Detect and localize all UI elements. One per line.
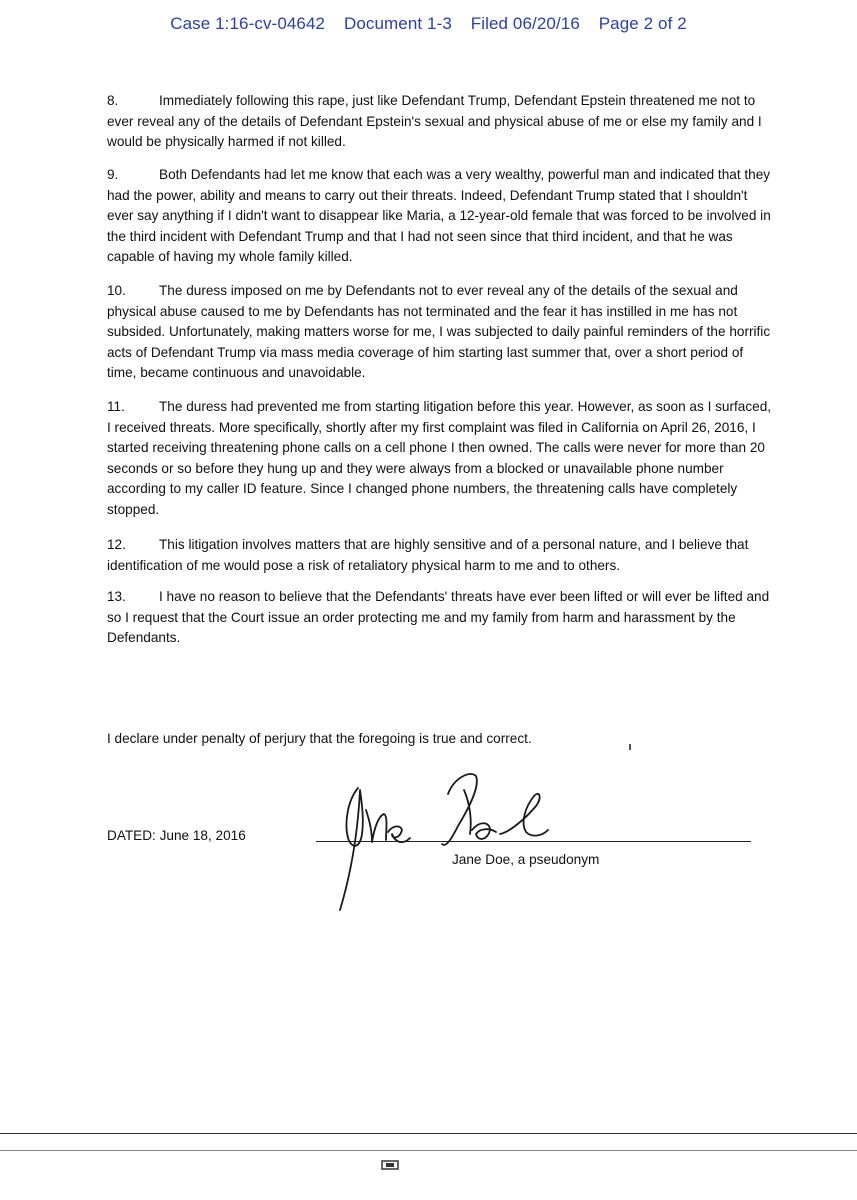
paragraph-text: This litigation involves matters that are highly sensitive and of a personal nature, and I believe that identification of me would pose a risk of retaliatory physical harm to me and to others. <box>107 537 749 573</box>
paragraph-number: 12. <box>107 537 126 552</box>
page-indicator: Page 2 of 2 <box>598 14 687 33</box>
filed-date: Filed 06/20/16 <box>470 14 580 33</box>
footer-rule-secondary <box>0 1150 857 1151</box>
paragraph-12 <box>107 535 772 576</box>
paragraph-number: 9. <box>107 167 119 182</box>
paragraph-number: 11. <box>107 399 125 414</box>
handwritten-signature <box>330 760 570 920</box>
signature-caption: Jane Doe, a pseudonym <box>452 852 600 867</box>
paragraph-text: Immediately following this rape, just like Defendant Trump, Defendant Epstein threatened me not to ever reveal any of the details of Defendant Epstein's sexual and physical abuse of me or else my family and I would be physically harmed if not killed. <box>107 93 762 150</box>
case-header <box>0 14 857 34</box>
paragraph-text: I have no reason to believe that the Defendants' threats have ever been lifted or will ever be lifted and so I request that the Court issue an order protecting me and my family from harm and harassment by the Defendants. <box>107 589 770 646</box>
paragraph-11 <box>107 397 772 521</box>
paragraph-text: The duress imposed on me by Defendants not to ever reveal any of the details of the sexual and physical abuse caused to me by Defendants has not terminated and the fear it has instilled in me has not subsided. Unfortunately, making matters worse for me, I was subjected to daily painful reminders of the horrific acts of Defendant Trump via mass media coverage of him starting last summer that, over a short period of time, became continuous and unavoidable. <box>107 283 771 381</box>
paragraph-8 <box>107 91 772 153</box>
paragraph-10 <box>107 281 772 384</box>
document-number: Document 1-3 <box>343 14 452 33</box>
paragraph-9 <box>107 165 772 268</box>
dated-line: DATED: June 18, 2016 <box>107 828 246 843</box>
paragraph-number: 10. <box>107 283 126 298</box>
paragraph-number: 13. <box>107 589 126 604</box>
scan-mark-icon <box>381 1159 399 1171</box>
case-number: Case 1:16-cv-04642 <box>170 14 326 33</box>
paragraph-13 <box>107 587 772 649</box>
footer-rule <box>0 1133 857 1134</box>
perjury-declaration: I declare under penalty of perjury that the foregoing is true and correct. <box>107 731 532 746</box>
paragraph-text: Both Defendants had let me know that each was a very wealthy, powerful man and indicated that they had the power, ability and means to carry out their threats. Indeed, Defendant Trump stated that I shouldn't ever say anything if I didn't want to disappear like Maria, a 12-year-old female that was forced to be involved in the third incident with Defendant Trump and that I had not seen since that third incident, and that he was capable of having my whole family killed. <box>107 167 771 265</box>
paragraph-number: 8. <box>107 93 119 108</box>
paragraph-text: The duress had prevented me from starting litigation before this year. However, as soon as I surfaced, I received threats. More specifically, shortly after my first complaint was filed in California on April 26, 2016, I started receiving threatening phone calls on a cell phone I then owned. The calls were never for more than 20 seconds or so before they hung up and they were always from a blocked or unavailable phone number according to my caller ID feature. Since I changed phone numbers, the threatening calls have completely stopped. <box>107 399 772 517</box>
scan-speck <box>629 744 631 750</box>
